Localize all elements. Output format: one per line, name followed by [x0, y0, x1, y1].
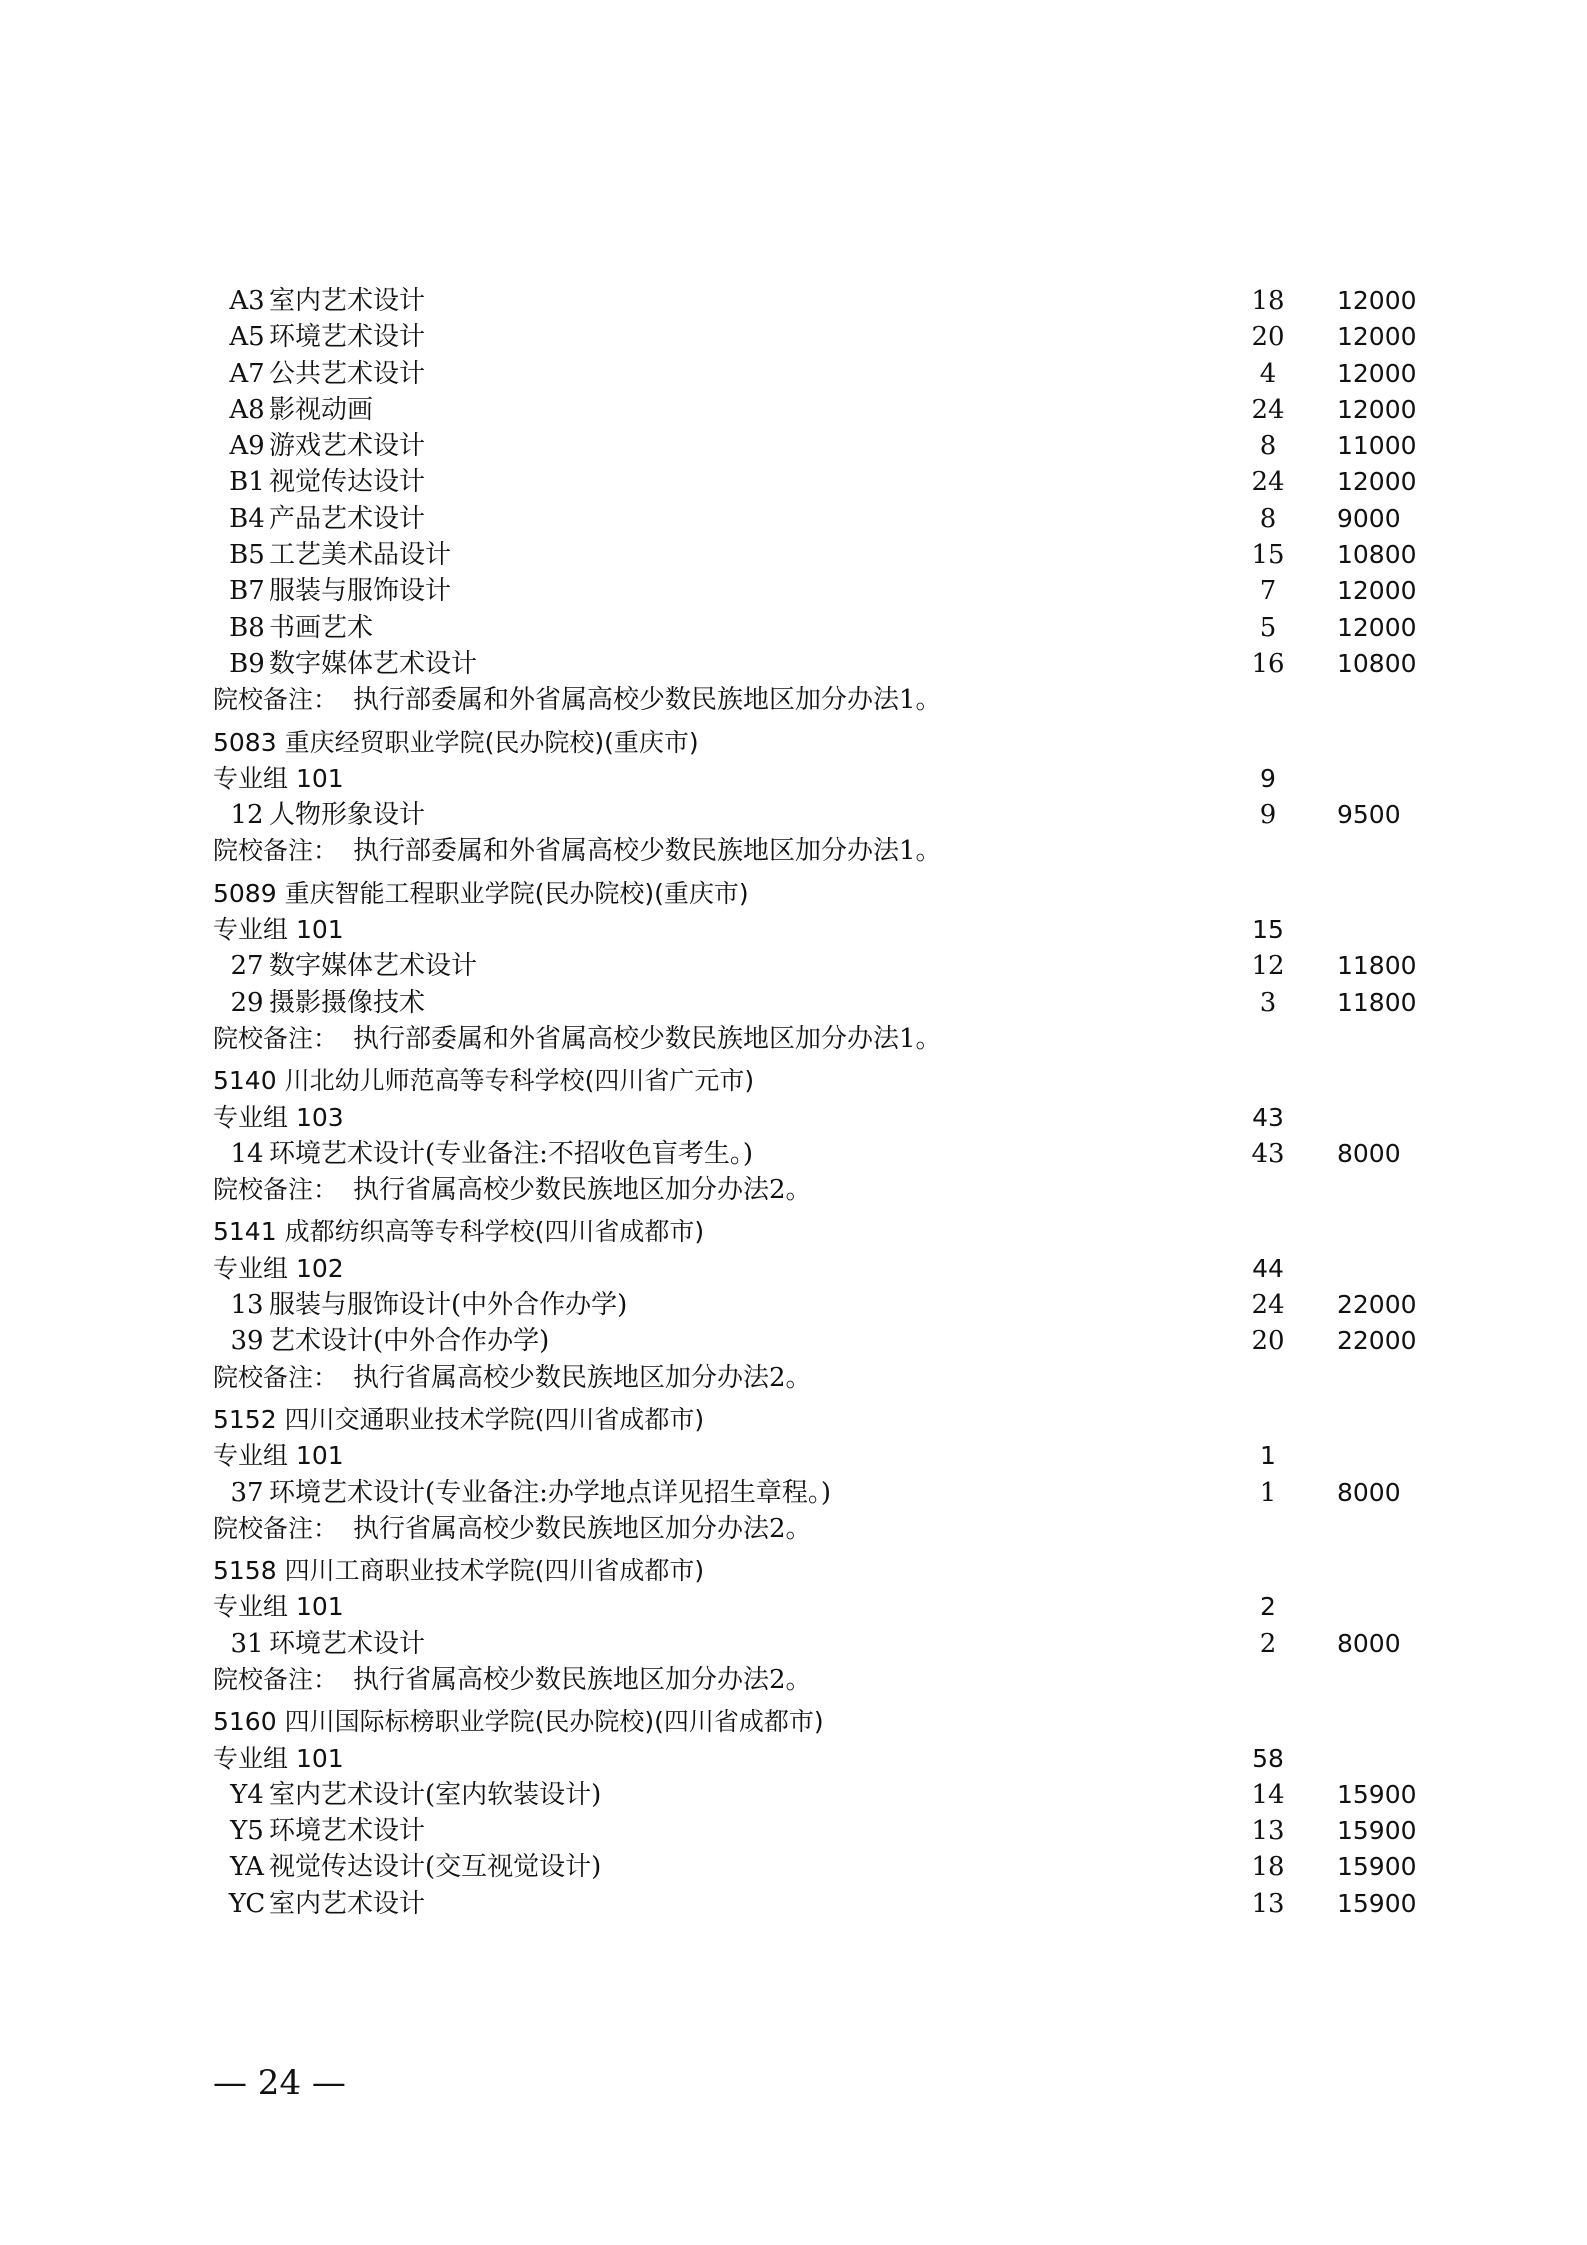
major-group-header	[213, 1100, 1413, 1136]
major-group-header	[213, 761, 1413, 797]
tuition-fee: 11000	[1337, 431, 1417, 461]
group-plan-count: 15	[1252, 915, 1284, 945]
tuition-fee: 12000	[1337, 286, 1417, 315]
note-text: 执行部委属和外省属高校少数民族地区加分办法1。	[353, 685, 942, 716]
major-row	[213, 573, 1417, 609]
plan-count: 13	[1251, 1816, 1285, 1847]
major-name: 环境艺术设计	[269, 1816, 426, 1847]
school-header	[213, 1063, 1413, 1099]
plan-count: 2	[1259, 1628, 1277, 1659]
note-text: 执行部委属和外省属高校少数民族地区加分办法1。	[353, 1023, 942, 1054]
major-code: 39	[230, 1326, 264, 1357]
school-title: 5083 重庆经贸职业学院(民办院校)(重庆市)	[213, 727, 699, 757]
tuition-fee: 15900	[1337, 1852, 1417, 1882]
tuition-fee: 22000	[1337, 1290, 1417, 1320]
major-code: 13	[230, 1290, 264, 1321]
note-text: 执行省属高校少数民族地区加分办法2。	[353, 1175, 812, 1206]
plan-count: 9	[1259, 800, 1277, 831]
school-title: 5158 四川工商职业技术学院(四川省成都市)	[213, 1556, 705, 1586]
plan-count: 8	[1259, 431, 1277, 462]
note-label: 院校备注：	[213, 1513, 339, 1543]
major-code: A7	[229, 358, 265, 389]
major-code: B8	[229, 612, 265, 643]
major-code: A3	[229, 286, 265, 316]
plan-count: 13	[1251, 1888, 1285, 1919]
plan-count: 43	[1251, 1138, 1285, 1169]
plan-count: 18	[1251, 286, 1285, 316]
tuition-fee: 12000	[1337, 358, 1417, 388]
group-plan-count: 9	[1260, 763, 1276, 793]
note-text: 执行省属高校少数民族地区加分办法2。	[353, 1362, 812, 1393]
major-name: 工艺美术品设计	[269, 540, 452, 571]
group-title: 专业组 101	[213, 1743, 344, 1773]
plan-count: 1	[1259, 1477, 1277, 1508]
plan-count: 7	[1259, 576, 1277, 607]
school-header	[213, 725, 1413, 761]
plan-count: 24	[1251, 467, 1285, 498]
major-name: 视觉传达设计	[269, 467, 426, 498]
major-row	[213, 428, 1417, 464]
tuition-fee: 12000	[1337, 612, 1417, 642]
school-title: 5140 川北幼儿师范高等专科学校(四川省广元市)	[213, 1066, 755, 1096]
school-title: 5141 成都纺织高等专科学校(四川省成都市)	[213, 1217, 705, 1247]
tuition-fee: 8000	[1337, 1628, 1401, 1658]
group-plan-count: 43	[1252, 1102, 1284, 1132]
major-name: 产品艺术设计	[269, 503, 426, 534]
plan-count: 20	[1251, 322, 1285, 353]
major-name: 环境艺术设计(专业备注:办学地点详见招生章程。)	[269, 1477, 832, 1508]
group-title: 专业组 101	[213, 763, 344, 793]
school-header	[213, 1214, 1413, 1250]
major-name: 室内艺术设计	[269, 1888, 426, 1919]
enrollment-table	[213, 283, 1417, 1922]
major-row	[213, 1777, 1417, 1813]
major-code: B4	[229, 503, 265, 534]
plan-count: 5	[1259, 612, 1277, 643]
group-plan-count: 1	[1260, 1441, 1276, 1471]
major-row	[213, 1886, 1417, 1922]
school-header	[213, 1553, 1413, 1589]
tuition-fee: 12000	[1337, 467, 1417, 497]
note-label: 院校备注：	[213, 1175, 339, 1205]
major-code: 12	[230, 800, 264, 831]
school-note	[213, 682, 1413, 718]
note-label: 院校备注：	[213, 1664, 339, 1694]
major-code: 14	[230, 1138, 264, 1169]
major-code: 31	[230, 1628, 264, 1659]
tuition-fee: 15900	[1337, 1779, 1417, 1809]
major-row	[213, 1475, 1413, 1511]
school-title: 5089 重庆智能工程职业学院(民办院校)(重庆市)	[213, 878, 749, 908]
major-name: 摄影摄像技术	[269, 987, 426, 1018]
plan-count: 12	[1251, 951, 1285, 982]
page-number: — 24 —	[213, 2063, 346, 2103]
tuition-fee: 15900	[1337, 1888, 1417, 1918]
group-title: 专业组 103	[213, 1102, 344, 1132]
group-title: 专业组 101	[213, 1441, 344, 1471]
major-row	[213, 610, 1417, 646]
school-title: 5160 四川国际标榜职业学院(民办院校)(四川省成都市)	[213, 1707, 824, 1737]
major-code: 37	[230, 1477, 264, 1508]
major-row	[213, 797, 1413, 833]
note-label: 院校备注：	[213, 836, 339, 866]
major-row	[213, 985, 1417, 1021]
major-row	[213, 948, 1417, 984]
tuition-fee: 12000	[1337, 394, 1417, 424]
major-name: 人物形象设计	[269, 800, 426, 831]
group-plan-count: 44	[1252, 1253, 1284, 1283]
major-group-header	[213, 912, 1413, 948]
note-label: 院校备注：	[213, 685, 339, 715]
major-row	[213, 1813, 1417, 1849]
note-label: 院校备注：	[213, 1362, 339, 1392]
tuition-fee: 8000	[1337, 1477, 1401, 1507]
note-text: 执行部委属和外省属高校少数民族地区加分办法1。	[353, 836, 942, 867]
plan-count: 16	[1251, 648, 1285, 679]
group-plan-count: 58	[1252, 1743, 1284, 1773]
major-group-header	[213, 1438, 1413, 1474]
school-note	[213, 1172, 1413, 1208]
major-code: 29	[230, 987, 264, 1018]
major-row	[213, 1136, 1413, 1172]
major-code: B9	[229, 648, 265, 679]
plan-count: 20	[1251, 1326, 1285, 1357]
school-title: 5152 四川交通职业技术学院(四川省成都市)	[213, 1404, 705, 1434]
major-row	[213, 1849, 1417, 1885]
tuition-fee: 10800	[1337, 648, 1417, 678]
major-row	[213, 392, 1417, 428]
major-code: Y5	[230, 1816, 264, 1847]
note-text: 执行省属高校少数民族地区加分办法2。	[353, 1513, 812, 1544]
school-note	[213, 833, 1413, 869]
plan-count: 3	[1259, 987, 1277, 1018]
tuition-fee: 11800	[1337, 951, 1417, 981]
major-row	[213, 501, 1413, 537]
plan-count: 14	[1251, 1779, 1285, 1810]
major-name: 艺术设计(中外合作办学)	[269, 1326, 550, 1357]
school-note	[213, 1511, 1413, 1547]
school-note	[213, 1662, 1413, 1698]
school-header	[213, 1704, 1413, 1740]
group-title: 专业组 101	[213, 1592, 344, 1622]
major-code: Y4	[230, 1779, 264, 1810]
major-code: A9	[229, 431, 265, 462]
tuition-fee: 9000	[1337, 503, 1401, 533]
tuition-fee: 9500	[1337, 800, 1401, 830]
tuition-fee: 10800	[1337, 540, 1417, 570]
major-row	[213, 1626, 1413, 1662]
major-name: 室内艺术设计	[269, 286, 426, 316]
major-code: YA	[230, 1852, 264, 1883]
note-label: 院校备注：	[213, 1023, 339, 1053]
group-title: 专业组 101	[213, 915, 344, 945]
major-code: A5	[229, 322, 265, 353]
major-name: 环境艺术设计	[269, 322, 426, 353]
school-header	[213, 1402, 1413, 1438]
major-row	[213, 1323, 1417, 1359]
school-note	[213, 1360, 1413, 1396]
major-name: 影视动画	[269, 394, 374, 425]
plan-count: 4	[1259, 358, 1277, 389]
school-header	[213, 876, 1413, 912]
major-group-header	[213, 1589, 1413, 1625]
major-group-header	[213, 1741, 1413, 1777]
plan-count: 18	[1251, 1852, 1285, 1883]
major-row	[213, 319, 1417, 355]
plan-count: 15	[1251, 540, 1285, 571]
major-code: B5	[229, 540, 265, 571]
major-row	[213, 646, 1417, 682]
tuition-fee: 22000	[1337, 1326, 1417, 1356]
note-text: 执行省属高校少数民族地区加分办法2。	[353, 1664, 812, 1695]
tuition-fee: 12000	[1337, 322, 1417, 352]
major-name: 视觉传达设计(交互视觉设计)	[269, 1852, 602, 1883]
school-note	[213, 1021, 1413, 1057]
major-name: 室内艺术设计(室内软装设计)	[269, 1779, 602, 1810]
major-group-header	[213, 1251, 1413, 1287]
tuition-fee: 11800	[1337, 987, 1417, 1017]
group-plan-count: 2	[1260, 1592, 1276, 1622]
major-name: 服装与服饰设计(中外合作办学)	[269, 1290, 628, 1321]
major-name: 环境艺术设计(专业备注:不招收色盲考生。)	[269, 1138, 754, 1169]
major-row	[213, 464, 1417, 500]
plan-count: 24	[1251, 394, 1285, 425]
group-title: 专业组 102	[213, 1253, 344, 1283]
major-row	[213, 283, 1417, 319]
major-name: 游戏艺术设计	[269, 431, 426, 462]
major-row	[213, 1287, 1417, 1323]
tuition-fee: 12000	[1337, 576, 1417, 606]
plan-count: 8	[1259, 503, 1277, 534]
major-name: 数字媒体艺术设计	[269, 648, 478, 679]
major-row	[213, 356, 1417, 392]
major-code: B7	[229, 576, 265, 607]
major-name: 服装与服饰设计	[269, 576, 452, 607]
tuition-fee: 15900	[1337, 1816, 1417, 1846]
major-code: YC	[228, 1888, 266, 1919]
tuition-fee: 8000	[1337, 1138, 1401, 1168]
major-name: 数字媒体艺术设计	[269, 951, 478, 982]
plan-count: 24	[1251, 1290, 1285, 1321]
major-code: A8	[229, 394, 265, 425]
major-name: 环境艺术设计	[269, 1628, 426, 1659]
major-name: 书画艺术	[269, 612, 374, 643]
major-code: B1	[229, 467, 265, 498]
major-row	[213, 537, 1417, 573]
major-code: 27	[230, 951, 264, 982]
major-name: 公共艺术设计	[269, 358, 426, 389]
